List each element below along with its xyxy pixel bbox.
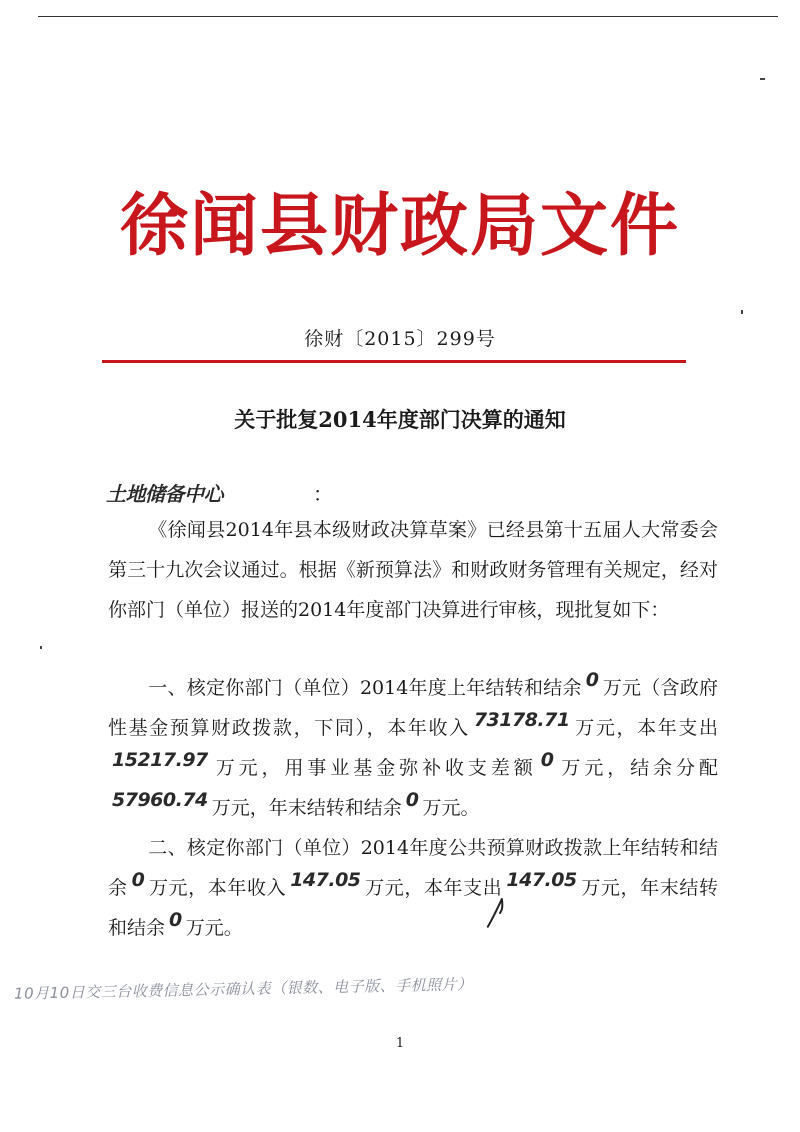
recipient-line [106, 478, 333, 507]
handwritten-public-year-end-balance: 0 [169, 909, 182, 931]
item-two-text-4: 万元，年末结转和结余 [108, 877, 718, 939]
item-two-text-2: 万元，本年收入 [148, 877, 287, 899]
handwritten-surplus-distribution: 57960.74 [112, 789, 208, 811]
paragraph-item-one [108, 668, 718, 828]
paragraph-intro [108, 510, 718, 630]
handwritten-fund-offset: 0 [540, 749, 554, 771]
scan-speck [40, 646, 42, 649]
scan-speck [760, 78, 765, 80]
handwritten-public-expenditure: 147.05 [506, 869, 577, 891]
document-number: 徐财〔2015〕299号 [304, 328, 496, 350]
pencil-annotation: 10月10日交三台收费信息公示确认表（银数、电子版、手机照片） [13, 975, 473, 1003]
red-header-divider [102, 360, 686, 363]
item-one-text-1: 一、核定你部门（单位）2014年度上年结转和结余 [148, 677, 582, 699]
item-two-text-5: 万元。 [185, 917, 243, 939]
handwritten-prior-balance: 0 [585, 669, 599, 691]
handwritten-recipient: 土地储备中心 [106, 482, 223, 506]
item-two-text-3: 万元，本年支出 [364, 877, 503, 899]
page-number: 1 [395, 1036, 405, 1051]
item-one-text-3: 万元，本年支出 [573, 717, 718, 739]
item-two-text-1: 二、核定你部门（单位）2014年度公共预算财政拨款上年结转和结余 [108, 837, 718, 899]
item-one-text-7: 万元。 [422, 797, 480, 819]
item-one-text-4: 万元，用事业基金弥补收支差额 [211, 757, 537, 779]
handwritten-year-end-balance: 0 [405, 789, 419, 811]
notice-heading: 关于批复2014年度部门决算的通知 [234, 407, 566, 432]
handwritten-expenditure: 15217.97 [112, 749, 208, 771]
handwritten-public-income: 147.05 [290, 869, 361, 891]
handwritten-public-prior-balance: 0 [131, 869, 145, 891]
top-scan-edge-line [38, 16, 778, 17]
handwritten-income: 73178.71 [473, 709, 570, 731]
item-one-text-5: 万元，结余分配 [557, 757, 718, 779]
recipient-colon: ： [313, 482, 333, 506]
scan-speck [741, 310, 743, 314]
document-header-title: 徐闻县财政局文件 [119, 187, 680, 266]
paragraph-item-two [108, 828, 718, 948]
paragraph-intro-text: 《徐闻县2014年县本级财政决算草案》已经县第十五届人大常委会第三十九次会议通过。根据《新预算法》和财政财务管理有关规定，经对你部门（单位）报送的2014年度部门决算进行审核，现批复如下： [108, 519, 718, 621]
item-one-text-2: 万元（含政府性基金预算财政拨款，下同），本年收入 [108, 677, 718, 739]
item-one-text-6: 万元，年末结转和结余 [211, 797, 402, 819]
